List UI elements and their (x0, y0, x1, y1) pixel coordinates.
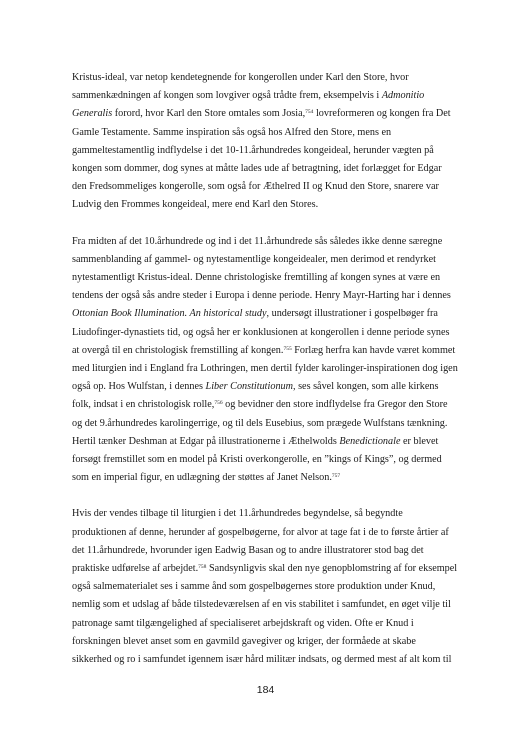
text-line (72, 378, 474, 396)
text-line (72, 233, 474, 251)
text-segment: den Fredsommeliges kongerolle, som også for Æthelred II og Knud den Store, snarere var (72, 181, 439, 193)
text-segment: kongen som dommer, dog synes at måtte lades ude af betragtning, idet forlægget for Edgar (72, 163, 442, 175)
text-line (72, 142, 474, 160)
text-segment: og det 9.århundredes karolingerrige, og til dels Eusebius, som prægede Wulfstans tænkning. (72, 417, 448, 429)
italic-title: Ottonian Book Illumination. An historical study (72, 308, 267, 320)
paragraph (72, 505, 474, 669)
text-line (72, 178, 474, 196)
text-line (72, 578, 474, 596)
italic-title: Admonitio (381, 90, 425, 102)
text-segment: produktionen af denne, herunder af gospelbøgerne, for alvor at tage fat i de to første årtier af (72, 526, 449, 538)
footnote-ref: 755 (283, 345, 292, 352)
footnote-ref: 754 (305, 109, 314, 116)
text-segment: , undersøgt illustrationer i gospelbøger fra (266, 308, 438, 320)
text-segment: lovreformeren og kongen fra Det (313, 108, 451, 120)
text-line (72, 596, 474, 614)
text-segment: Gamle Testamente. Samme inspiration sås også hos Alfred den Store, mens en (72, 126, 392, 138)
paragraph (72, 233, 474, 488)
italic-title: Liber Constitutionum, (205, 381, 296, 393)
text-segment: sammenblanding af gammel- og nytestamentlige kongeidealer, men derimod et rendyrket (72, 253, 436, 265)
text-line (72, 651, 474, 669)
text-segment: folk, indsat i en christologisk rolle, (72, 399, 215, 411)
italic-title: Benedictionale (339, 435, 401, 447)
text-segment: tendens der også sås andre steder i Europa i denne periode. Henry Mayr-Harting har i dennes (72, 290, 451, 302)
text-line (72, 633, 474, 651)
text-segment: Ludvig den Frommes kongeideal, mere end Karl den Stores. (72, 199, 319, 211)
text-line (72, 505, 474, 523)
text-line (72, 69, 474, 87)
text-segment: Kristus-ideal, var netop kendetegnende for kongerollen under Karl den Store, hvor (72, 72, 409, 83)
text-line (72, 269, 474, 287)
text-segment: Sandsynligvis skal den nye genopblomstring af for eksempel (206, 563, 458, 575)
text-segment: praktiske udførelse af arbejdet. (72, 563, 199, 575)
text-line (72, 560, 474, 578)
text-line (72, 105, 474, 123)
text-line (72, 87, 474, 105)
text-segment: også salmematerialet ses i samme ånd som gospelbøgernes store produktion under Knud, (72, 581, 436, 593)
text-line (72, 415, 474, 433)
body-text (72, 69, 474, 669)
text-segment: nemlig som et udslag af både tilstedeværelsen af en vis stabilitet i samfundet, en øget vilje til (72, 599, 451, 611)
text-segment: som en imperial figur, en udlægning der støttes af Janet Nelson. (72, 472, 332, 484)
text-line (72, 160, 474, 178)
footnote-ref: 758 (198, 564, 207, 571)
page-number: 184 (256, 684, 275, 696)
text-line (72, 305, 474, 323)
text-segment: forord, hvor Karl den Store omtales som Josia, (112, 108, 306, 120)
footnote-ref: 757 (331, 473, 341, 480)
text-segment: nytestamentligt Kristus-ideal. Denne christologiske fremtilling af kongen synes at være en (72, 272, 441, 284)
text-segment: patronage samt tilgængelighed af specialiseret arbejdskraft og viden. Ofte er Knud i (72, 617, 414, 629)
text-segment: Liudofinger-dynastiets tid, og også her er konklusionen at kongerollen i denne periode synes (72, 326, 450, 338)
paragraph (72, 69, 474, 215)
text-segment: med liturgien ind i England fra Lothringen, men dertil fylder karolinger-inspirationen dog igen (72, 363, 458, 375)
text-segment: Fra midten af det 10.århundrede og ind i det 11.århundrede sås således ikke denne særegne (72, 235, 443, 247)
text-segment: ses såvel kongen, som alle kirkens (295, 381, 439, 393)
text-line (72, 287, 474, 305)
text-line (72, 196, 474, 214)
text-segment: Forlæg herfra kan havde været kommet (291, 344, 456, 356)
text-line (72, 124, 474, 142)
text-line (72, 396, 474, 414)
text-segment: sikkerhed og ro i samfundet igennem især hård militær indsats, og dermed mest af alt kom til (72, 654, 452, 666)
text-line (72, 342, 474, 360)
text-segment: Hvis der vendes tilbage til liturgien i det 11.århundredes begyndelse, så begyndte (72, 508, 403, 520)
text-segment: gammeltestamentlig indflydelse i det 10-11.århundredes kongeideal, herunder vægten på (72, 144, 434, 156)
footnote-ref: 756 (214, 400, 223, 407)
text-line (72, 615, 474, 633)
text-segment: og bevidner den store indflydelse fra Gregor den Store (222, 399, 448, 411)
text-segment: er blevet (400, 435, 439, 447)
text-line (72, 542, 474, 560)
italic-title: Generalis (72, 108, 113, 120)
text-line (72, 251, 474, 269)
text-segment: Hertil tænker Deshman at Edgar på illustrationerne i Æthelwolds (72, 435, 340, 447)
text-line (72, 451, 474, 469)
text-line (72, 524, 474, 542)
text-line (72, 324, 474, 342)
paragraph-gap (72, 215, 474, 233)
text-segment: det 11.århundrede, hvorunder igen Eadwig Basan og to andre illustratorer stod bag det (72, 544, 424, 556)
text-segment: forsøgt fremstillet som en model på Kristi overkongerolle, en ”kings of Kings”, og dermed (72, 454, 442, 466)
paragraph-gap (72, 487, 474, 505)
text-line (72, 360, 474, 378)
text-line (72, 433, 474, 451)
text-segment: at overgå til en christologisk fremstilling af kongen. (72, 344, 284, 356)
text-line (72, 469, 474, 487)
text-segment: forskningen blevet anset som en gavmild gavegiver og kriger, der formåede at skabe (72, 635, 416, 647)
text-segment: sammenkædningen af kongen som lovgiver også trådte frem, eksempelvis i (72, 90, 382, 102)
text-segment: også op. Hos Wulfstan, i dennes (72, 381, 206, 393)
